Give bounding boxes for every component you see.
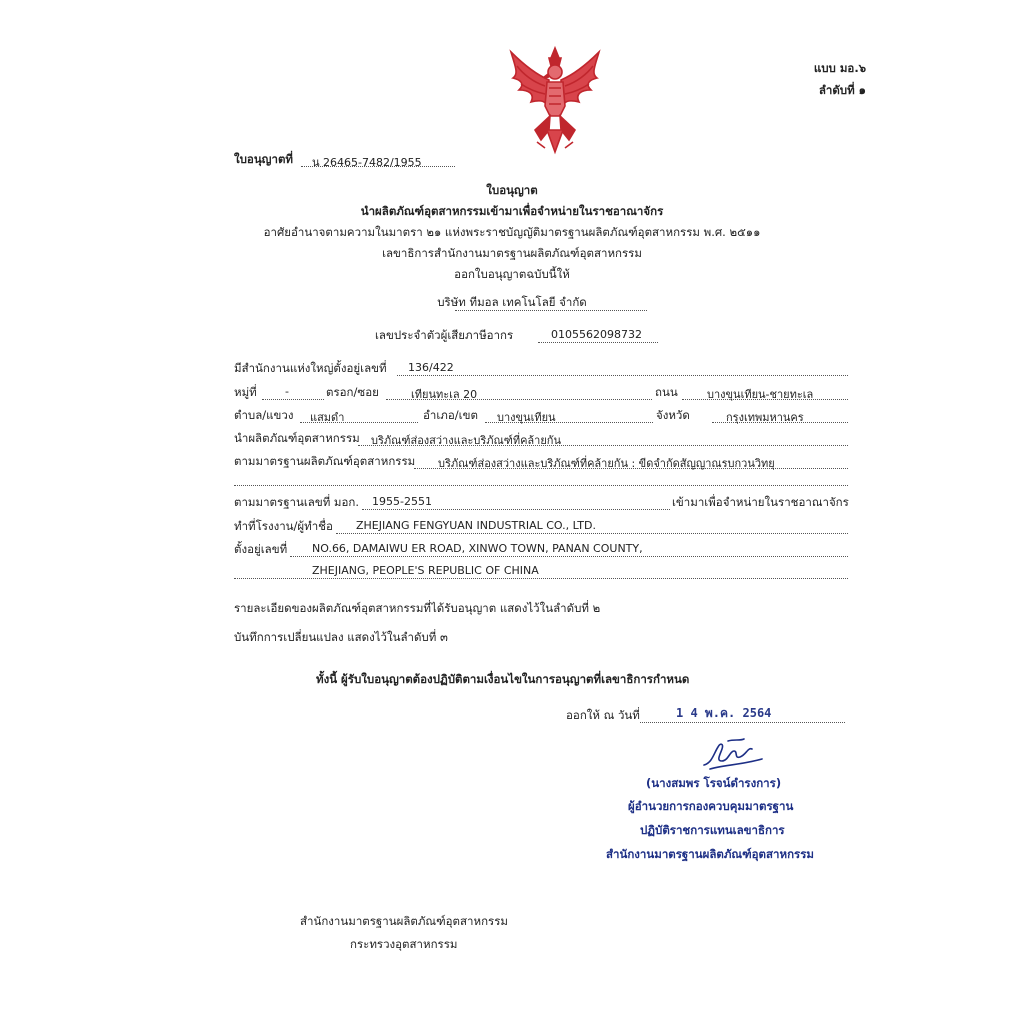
subdistrict-value: แสมดำ (310, 411, 345, 424)
signatory-position1: ผู้อำนวยการกองควบคุมมาตรฐาน (628, 799, 794, 813)
issue-date-value: 1 4 พ.ค. 2564 (676, 706, 772, 720)
location-line2: ZHEJIANG, PEOPLE'S REPUBLIC OF CHINA (312, 564, 539, 577)
license-no-value: น 26465-7482/1955 (312, 156, 422, 169)
factory-label: ทำที่โรงงาน/ผู้ทำชื่อ (234, 519, 333, 533)
garuda-emblem-icon (505, 44, 605, 156)
import-label: นำผลิตภัณฑ์อุตสาหกรรม (234, 431, 360, 445)
condition-text: ทั้งนี้ ผู้รับใบอนุญาตต้องปฏิบัติตามเงื่อนไขในการอนุญาตที่เลขาธิการกำหนด (316, 672, 690, 686)
location-underline-1 (290, 556, 848, 557)
district-label: อำเภอ/เขต (423, 408, 478, 422)
moo-value: - (285, 385, 289, 398)
tis-value: 1955-2551 (372, 495, 432, 508)
tis-label: ตามมาตรฐานเลขที่ มอก. (234, 495, 360, 509)
subdistrict-label: ตำบล/แขวง (234, 408, 294, 422)
signatory-name: (นางสมพร โรจน์ดำรงการ) (646, 776, 782, 790)
tax-id-underline (538, 342, 658, 343)
page-order: ลำดับที่ ๑ (818, 83, 866, 97)
title-line2: นำผลิตภัณฑ์อุตสาหกรรมเข้ามาเพื่อจำหน่ายในราชอาณาจักร (360, 204, 664, 218)
road-value: บางขุนเทียน-ชายทะเล (707, 388, 814, 401)
province-label: จังหวัด (656, 408, 690, 422)
office-value: 136/422 (408, 361, 454, 374)
import-value: บริภัณฑ์ส่องสว่างและบริภัณฑ์ที่คล้ายกัน (371, 434, 561, 447)
soi-value: เทียนทะเล 20 (411, 388, 478, 401)
factory-value: ZHEJIANG FENGYUAN INDUSTRIAL CO., LTD. (356, 519, 596, 532)
title-line4: เลขาธิการสำนักงานมาตรฐานผลิตภัณฑ์อุตสาหกรรม (382, 246, 642, 260)
footer-office: สำนักงานมาตรฐานผลิตภัณฑ์อุตสาหกรรม (300, 914, 508, 928)
moo-underline (262, 399, 324, 400)
standard-label: ตามมาตรฐานผลิตภัณฑ์อุตสาหกรรม (234, 454, 416, 468)
district-value: บางขุนเทียน (497, 411, 556, 424)
title-line1: ใบอนุญาต (486, 183, 538, 197)
signatory-position3: สำนักงานมาตรฐานผลิตภัณฑ์อุตสาหกรรม (606, 847, 814, 861)
location-label: ตั้งอยู่เลขที่ (234, 542, 288, 556)
tax-id-value: 0105562098732 (551, 328, 642, 341)
changes-note: บันทึกการเปลี่ยนแปลง แสดงไว้ในลำดับที่ ๓ (234, 630, 448, 644)
issue-date-label: ออกให้ ณ วันที่ (566, 708, 640, 722)
footer-ministry: กระทรวงอุตสาหกรรม (350, 937, 458, 951)
standard-extra-underline (234, 485, 848, 486)
location-line1: NO.66, DAMAIWU ER ROAD, XINWO TOWN, PANAN COUNTY, (312, 542, 643, 555)
title-line3: อาศัยอำนาจตามความในมาตรา ๒๑ แห่งพระราชบัญญัติมาตรฐานผลิตภัณฑ์อุตสาหกรรม พ.ศ. ๒๕๑๑ (263, 225, 761, 239)
province-value: กรุงเทพมหานคร (726, 411, 804, 424)
tax-id-label: เลขประจำตัวผู้เสียภาษีอากร (375, 328, 514, 342)
signature-icon (700, 735, 765, 773)
location-underline-2 (234, 578, 848, 579)
factory-underline (336, 533, 848, 534)
tis-suffix: เข้ามาเพื่อจำหน่ายในราชอาณาจักร (672, 495, 849, 509)
tis-underline (362, 509, 670, 510)
moo-label: หมู่ที่ (234, 385, 257, 399)
standard-value: บริภัณฑ์ส่องสว่างและบริภัณฑ์ที่คล้ายกัน : ขีดจำกัดสัญญาณรบกวนวิทยุ (438, 457, 775, 470)
office-underline (397, 375, 848, 376)
license-no-label: ใบอนุญาตที่ (234, 152, 293, 166)
form-code: แบบ มอ.๖ (813, 61, 866, 75)
office-label: มีสำนักงานแห่งใหญ่ตั้งอยู่เลขที่ (234, 361, 387, 375)
company-name: บริษัท ทีมอล เทคโนโลยี จำกัด (437, 295, 587, 309)
soi-label: ตรอก/ซอย (326, 385, 379, 399)
title-line5: ออกใบอนุญาตฉบับนี้ให้ (454, 267, 570, 281)
road-label: ถนน (655, 385, 678, 399)
details-note: รายละเอียดของผลิตภัณฑ์อุตสาหกรรมที่ได้รับอนุญาต แสดงไว้ในลำดับที่ ๒ (234, 601, 601, 615)
signatory-position2: ปฏิบัติราชการแทนเลขาธิการ (640, 823, 785, 837)
